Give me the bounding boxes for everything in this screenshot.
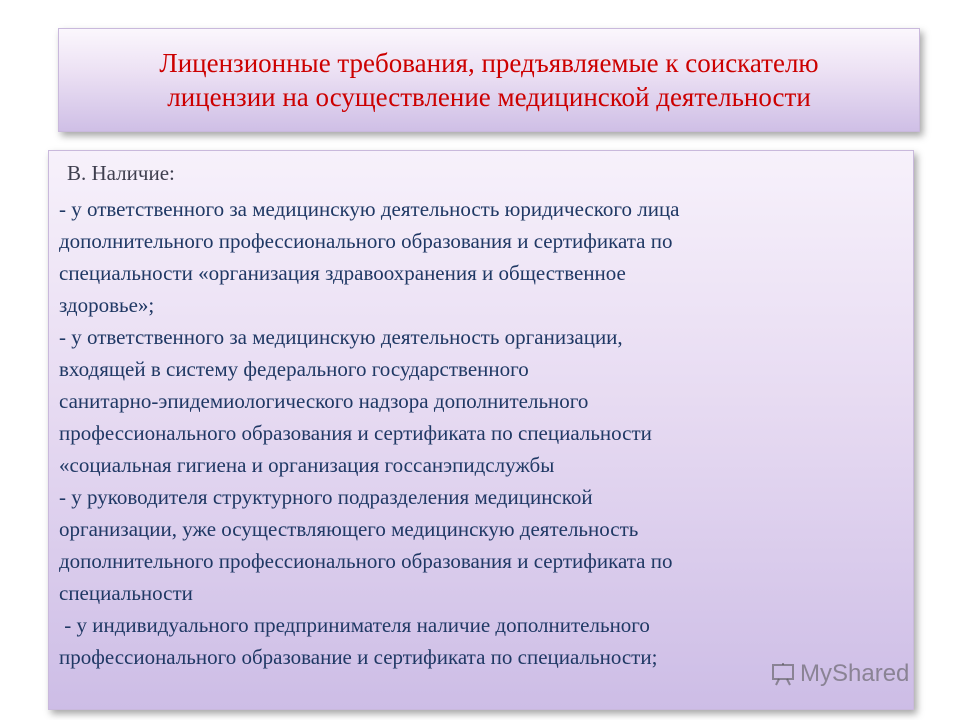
myshared-watermark xyxy=(770,660,909,688)
text-line: «социальная гигиена и организация госсанэпидслужбы xyxy=(59,453,555,477)
content-box xyxy=(48,150,914,710)
slide-title-line-1: Лицензионные требования, предъявляемые к соискателю xyxy=(159,48,819,78)
text-line: - у руководителя структурного подразделения медицинской xyxy=(59,485,593,509)
text-line: - у ответственного за медицинскую деятельность организации, xyxy=(59,325,623,349)
text-line: профессионального образование и сертификата по специальности; xyxy=(59,645,658,669)
slide-title xyxy=(159,46,818,114)
text-line: дополнительного профессионального образования и сертификата по xyxy=(59,229,673,253)
text-line: дополнительного профессионального образования и сертификата по xyxy=(59,549,673,573)
text-line: входящей в систему федерального государственного xyxy=(59,357,529,381)
title-box xyxy=(58,28,920,132)
text-line: здоровье»; xyxy=(59,293,155,317)
text-line: - у ответственного за медицинскую деятельность юридического лица xyxy=(59,197,680,221)
text-line: специальности xyxy=(59,581,193,605)
slide-title-line-2: лицензии на осуществление медицинской деятельности xyxy=(167,82,811,112)
text-line: - у индивидуального предпринимателя наличие дополнительного xyxy=(59,613,650,637)
watermark-text: MyShared xyxy=(800,660,910,687)
text-line: санитарно-эпидемиологического надзора дополнительного xyxy=(59,389,589,413)
presentation-board-icon xyxy=(770,661,796,687)
text-line: специальности «организация здравоохранения и общественное xyxy=(59,261,626,285)
section-heading: В. Наличие: xyxy=(67,161,175,185)
text-line: организации, уже осуществляющего медицинскую деятельность xyxy=(59,517,639,541)
text-line: профессионального образования и сертификата по специальности xyxy=(59,421,652,445)
requirements-text xyxy=(59,193,899,673)
